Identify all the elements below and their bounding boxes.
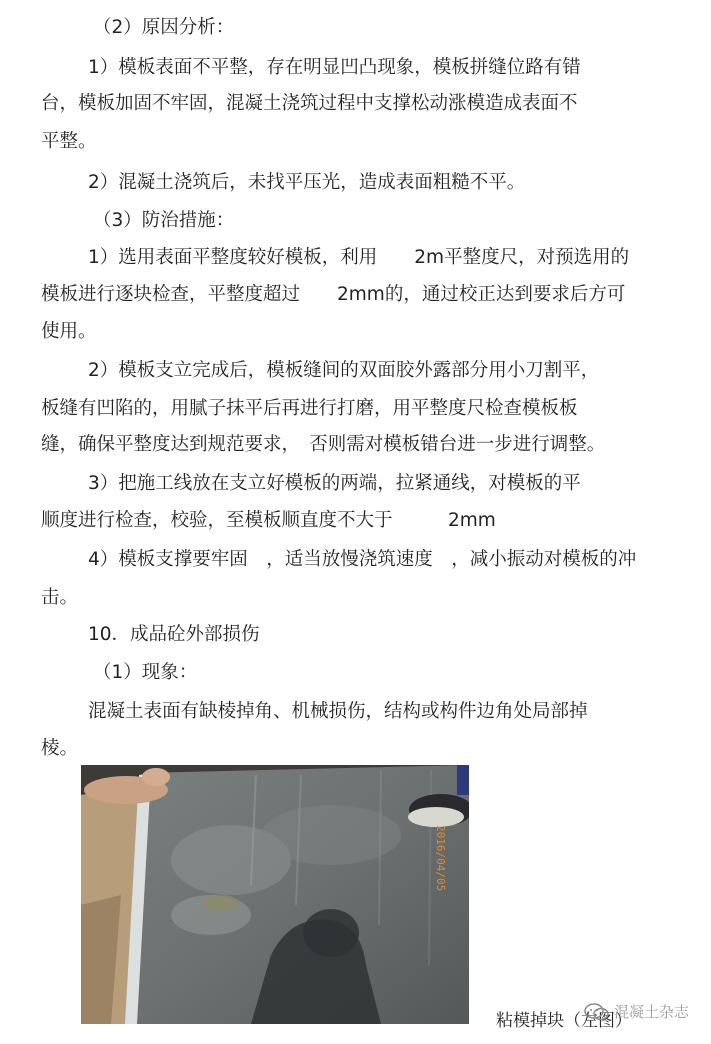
paragraph-line: 板缝有凹陷的，用腻子抹平后再进行打磨，用平整度尺检查模板板 [41, 398, 578, 419]
paragraph-line: 顺度进行检查，校验，至模板顺直度不大于 2mm [41, 510, 496, 531]
wechat-watermark [584, 1002, 689, 1022]
watermark-text: 混凝土杂志 [614, 1003, 690, 1021]
section-heading-external-damage: 10．成品砼外部损伤 [88, 624, 260, 645]
paragraph-line: 3）把施工线放在支立好模板的两端，拉紧通线，对模板的平 [88, 473, 581, 494]
paragraph-line: 2）混凝土浇筑后，未找平压光，造成表面粗糙不平。 [88, 172, 526, 193]
paragraph-line: 平整。 [41, 131, 97, 152]
paragraph-line: 使用。 [41, 321, 97, 342]
paragraph-line: 模板进行逐块检查，平整度超过 2mm的，通过校正达到要求后方可 [41, 284, 626, 305]
paragraph-line: 1）选用表面平整度较好模板，利用 2m平整度尺，对预选用的 [88, 247, 630, 268]
heading-prevention-measures: （3）防治措施： [93, 210, 235, 231]
heading-phenomenon: （1）现象： [93, 662, 198, 683]
paragraph-line: 棱。 [41, 738, 79, 759]
heading-cause-analysis: （2）原因分析： [93, 17, 235, 38]
wechat-icon [584, 1003, 610, 1021]
paragraph-line: 台，模板加固不牢固，混凝土浇筑过程中支撑松动涨模造成表面不 [41, 93, 578, 114]
paragraph-line: 混凝土表面有缺棱掉角、机械损伤，结构或构件边角处局部掉 [88, 701, 588, 722]
concrete-damage-photo [81, 765, 469, 1024]
photo-caption: 粘模掉块（左图） [496, 1011, 632, 1031]
paragraph-line: 4）模板支撑要牢固 ，适当放慢浇筑速度 ，减小振动对模板的冲 [88, 549, 637, 570]
paragraph-line: 2）模板支立完成后，模板缝间的双面胶外露部分用小刀割平， [88, 360, 600, 381]
paragraph-line: 击。 [41, 587, 79, 608]
paragraph-line: 缝，确保平整度达到规范要求， 否则需对模板错台进一步进行调整。 [41, 434, 606, 455]
photo-date-stamp: 2016/04/05 [434, 825, 447, 892]
paragraph-line: 1）模板表面不平整，存在明显凹凸现象，模板拼缝位路有错 [88, 57, 581, 78]
